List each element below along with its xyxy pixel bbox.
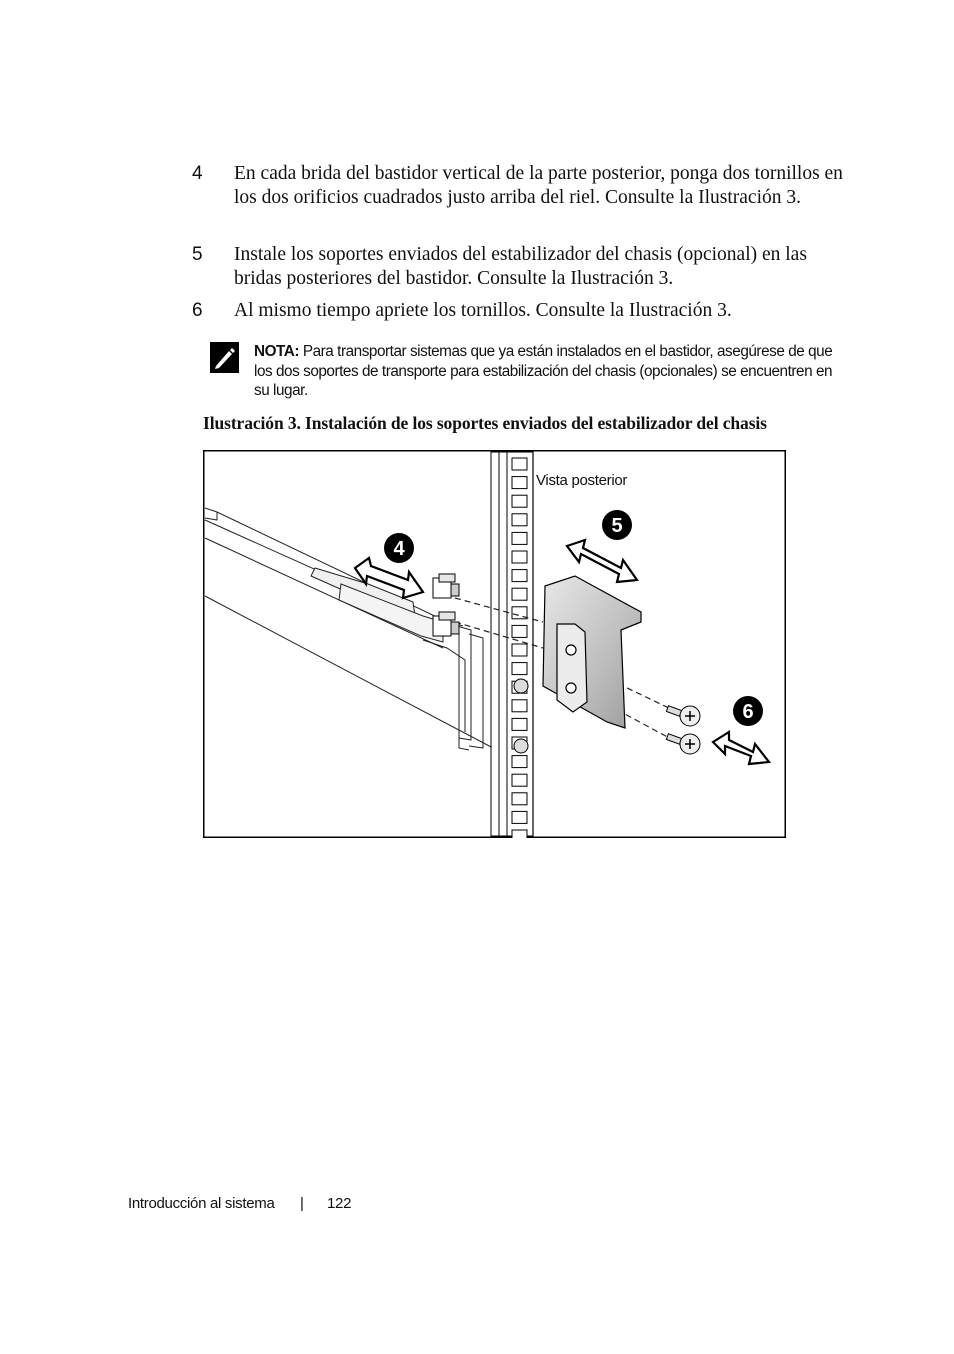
rack-hole: [512, 718, 527, 730]
step-number: 5: [192, 244, 203, 265]
callout-4: [384, 533, 414, 563]
rack-hole: [512, 588, 527, 600]
figure-caption: Ilustración 3. Instalación de los soportes enviados del estabilizador del chasis: [203, 413, 767, 433]
footer-separator: |: [300, 1195, 304, 1212]
pencil-note-icon: [210, 342, 239, 373]
rack-holes: [512, 458, 528, 838]
callout-6: [733, 696, 763, 726]
step-number: 4: [192, 163, 203, 184]
rack-hole: [512, 514, 527, 526]
mounted-screw: [514, 679, 528, 693]
rack-hole: [512, 532, 527, 544]
rack-hole: [512, 793, 527, 805]
rack-installation-figure: [203, 450, 786, 838]
rack-hole: [512, 663, 527, 675]
rack-hole: [512, 570, 527, 582]
step-text: En cada brida del bastidor vertical de la parte posterior, ponga dos tornillos en los dos orificios cuadrados justo arriba del riel. Consulte la Ilustración 3.: [234, 163, 843, 208]
callout-5-label: 5: [611, 515, 623, 537]
page-footer: [128, 1195, 352, 1212]
step-text: Al mismo tiempo apriete los tornillos. Consulte la Ilustración 3.: [234, 300, 732, 321]
note-text: [254, 342, 834, 401]
rack-hole: [512, 458, 527, 470]
step-text: Instale los soportes enviados del estabilizador del chasis (opcional) en las bridas posteriores del bastidor. Consulte la Ilustración 3.: [234, 244, 807, 289]
note-label: NOTA:: [254, 343, 300, 360]
rack-hole: [512, 625, 527, 637]
rack-hole: [512, 774, 527, 786]
callout-5: [602, 510, 632, 540]
footer-section: Introducción al sistema: [128, 1195, 275, 1212]
rack-hole: [512, 830, 527, 838]
callout-6-label: 6: [742, 701, 754, 723]
note-body: Para transportar sistemas que ya están instalados en el bastidor, asegúrese de que los dos soportes de transporte para estabilización del chasis (opcionales) se encuentren en su lugar.: [254, 343, 833, 399]
callout-4-label: 4: [393, 538, 405, 560]
rack-hole: [512, 495, 527, 507]
rack-hole: [512, 811, 527, 823]
mounted-screw: [514, 739, 528, 753]
rack-hole: [512, 700, 527, 712]
view-label: Vista posterior: [536, 472, 628, 489]
step-number: 6: [192, 300, 203, 321]
rack-hole: [512, 477, 527, 489]
rack-hole: [512, 756, 527, 768]
rack-hole: [512, 551, 527, 563]
rack-illustration: [203, 450, 786, 838]
page-number: 122: [327, 1195, 352, 1212]
rack-hole: [512, 644, 527, 656]
